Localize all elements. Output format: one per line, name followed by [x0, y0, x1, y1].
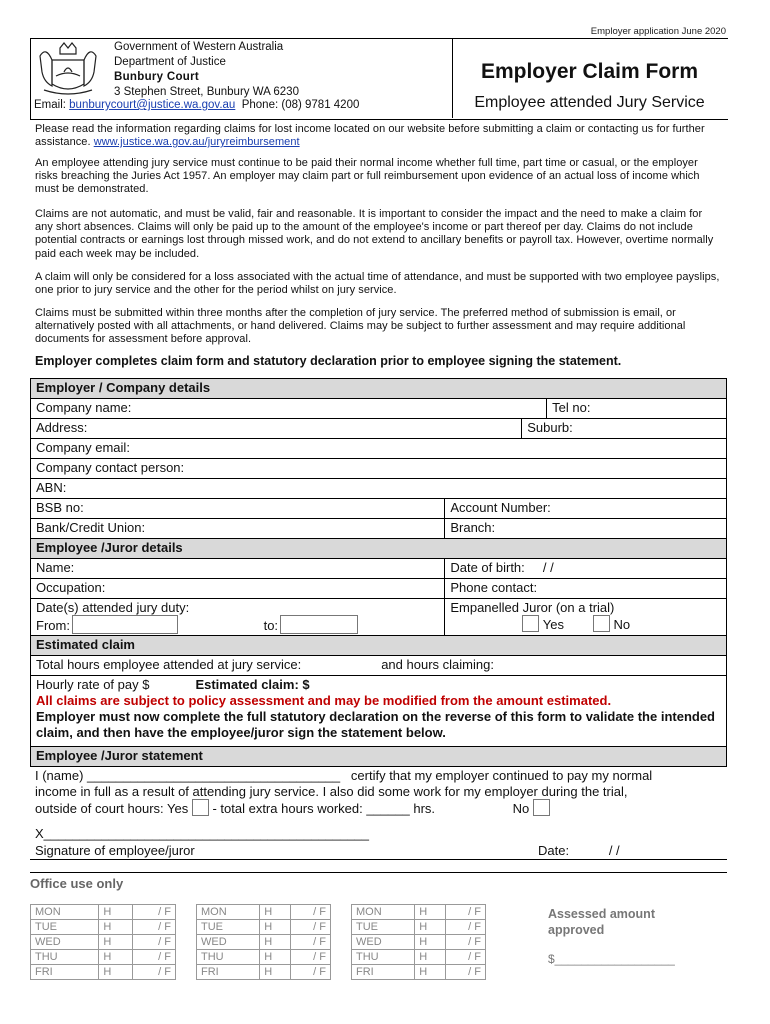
signature-label: Signature of employee/juror: [35, 843, 195, 858]
to-date-input[interactable]: [280, 615, 358, 634]
company-email-field[interactable]: Company email:: [31, 439, 727, 459]
form-subtitle: Employee attended Jury Service: [474, 94, 705, 111]
phone-contact-field[interactable]: Phone contact:: [445, 579, 727, 599]
table-row: FRI H / F: [31, 965, 176, 980]
statement-section-heading: Employee /Juror statement: [31, 747, 727, 767]
statement-name-line[interactable]: I (name) ___________________________________: [35, 768, 341, 783]
form-version-note: Employer application June 2020: [590, 26, 726, 37]
table-row: MON H / F: [31, 905, 176, 920]
office-day-table-3: [351, 904, 486, 980]
bsb-field[interactable]: BSB no:: [31, 499, 445, 519]
suburb-field[interactable]: Suburb:: [522, 419, 727, 439]
website-link[interactable]: www.justice.wa.gov.au/juryreimbursement: [93, 136, 300, 149]
bank-field[interactable]: Bank/Credit Union:: [31, 519, 445, 539]
table-row: FRI H / F: [197, 965, 331, 980]
department-line: Department of Justice: [114, 56, 226, 68]
statement-line-2: income in full as a result of attending jury service. I also did some work for my employer during the trial,: [35, 783, 628, 799]
table-row: WED H / F: [352, 935, 486, 950]
contact-person-field[interactable]: Company contact person:: [31, 459, 727, 479]
contact-line: [34, 99, 359, 111]
statement-date-field[interactable]: Date: / /: [538, 843, 620, 858]
intro-paragraph-4: A claim will only be considered for a loss associated with the actual time of attendance, and must be supported with two employee payslips, one prior to jury service and the other for the period whilst on jury service.: [35, 271, 720, 297]
extra-hours-field[interactable]: - total extra hours worked: ______ hrs.: [212, 801, 436, 816]
extra-work-yes-checkbox[interactable]: [192, 799, 209, 816]
intro-paragraph-1: [35, 123, 720, 149]
empanelled-yes-checkbox[interactable]: [522, 615, 539, 632]
empanelled-label: Empanelled Juror (on a trial): [450, 600, 615, 615]
table-row: THU H / F: [197, 950, 331, 965]
table-row: MON H / F: [197, 905, 331, 920]
statement-body: [35, 768, 725, 817]
company-name-field[interactable]: Company name:: [31, 399, 547, 419]
court-address: 3 Stephen Street, Bunbury WA 6230: [114, 86, 299, 98]
form-title: Employer Claim Form: [480, 60, 699, 83]
branch-field[interactable]: Branch:: [445, 519, 727, 539]
table-row: WED H / F: [31, 935, 176, 950]
from-date-input[interactable]: [72, 615, 178, 634]
department-block: [114, 40, 299, 100]
employer-section-heading: Employer / Company details: [31, 379, 727, 399]
table-row: THU H / F: [31, 950, 176, 965]
intro-paragraph-5: Claims must be submitted within three months after the completion of jury service. The preferred method of submission is email, or alternatively posted with all attachments, or hand delivered. Claims may be subject to further assessment and may require additional documents for assessment before approval.: [35, 307, 686, 346]
dob-field[interactable]: Date of birth: / /: [445, 559, 727, 579]
office-use-title: Office use only: [30, 876, 124, 891]
instruction-line: Employer completes claim form and statutory declaration prior to employee signing the statement.: [35, 354, 622, 368]
office-day-table-2: [196, 904, 331, 980]
yes-label: Yes: [542, 617, 564, 632]
account-number-field[interactable]: Account Number:: [445, 499, 727, 519]
jury-dates-cell: [31, 599, 445, 636]
empanelled-no-checkbox[interactable]: [593, 615, 610, 632]
tel-field[interactable]: Tel no:: [547, 399, 727, 419]
declaration-note: Employer must now complete the full statutory declaration on the reverse of this form to validate the intended claim, and then have the employee/juror sign the statement below.: [36, 709, 716, 740]
to-label: to:: [263, 618, 279, 633]
from-label: From:: [36, 618, 70, 633]
assessed-amount-field[interactable]: $__________________: [548, 952, 675, 966]
statement-certify-text: certify that my employer continued to pay my normal: [350, 768, 653, 783]
table-row: WED H / F: [197, 935, 331, 950]
table-row: TUE H / F: [31, 920, 176, 935]
employee-section-heading: Employee /Juror details: [31, 539, 727, 559]
gov-line: Government of Western Australia: [114, 41, 284, 53]
empanelled-cell: [445, 599, 727, 636]
intro-text: Please read the information regarding claims for lost income located on our website before submitting a claim or contacting us for further assistance.: [35, 123, 705, 149]
table-row: MON H / F: [352, 905, 486, 920]
email-label: Email:: [34, 99, 66, 111]
hourly-rate-label[interactable]: Hourly rate of pay $: [36, 677, 150, 692]
address-field[interactable]: Address:: [31, 419, 522, 439]
extra-work-no-checkbox[interactable]: [533, 799, 550, 816]
claim-estimate-cell: [31, 676, 727, 747]
estimated-claim-label[interactable]: Estimated claim: $: [195, 677, 310, 692]
office-day-table-1: [30, 904, 176, 980]
statement-bottom-rule: [30, 859, 727, 860]
policy-note: All claims are subject to policy assessment and may be modified from the amount estimated.: [36, 693, 612, 708]
signature-line[interactable]: X_____________________________________________: [35, 826, 370, 841]
assessed-amount-label: Assessed amount approved: [548, 907, 655, 937]
statement-no-label: No: [512, 801, 530, 816]
intro-paragraph-3: Claims are not automatic, and must be valid, fair and reasonable. It is important to consider the impact and the need to make a claim for any short absences. Claims will only be paid up to the amount of the employee's income or part thereof per day. Claims do not include potential contracts or earnings lost through missed work, and do not extend to ancillary benefits or payroll tax. However, overtime normally paid each week may be included.: [35, 208, 714, 260]
table-row: THU H / F: [352, 950, 486, 965]
table-row: TUE H / F: [352, 920, 486, 935]
court-phone: Phone: (08) 9781 4200: [241, 99, 360, 111]
wa-crest-icon: [34, 40, 102, 98]
abn-field[interactable]: ABN:: [31, 479, 727, 499]
employee-name-field[interactable]: Name:: [31, 559, 445, 579]
jury-dates-label: Date(s) attended jury duty:: [36, 600, 190, 615]
court-email-link[interactable]: bunburycourt@justice.wa.gov.au: [69, 99, 236, 111]
occupation-field[interactable]: Occupation:: [31, 579, 445, 599]
estimate-section-heading: Estimated claim: [31, 636, 727, 656]
no-label: No: [613, 617, 631, 632]
hours-field[interactable]: Total hours employee attended at jury service: and hours claiming:: [31, 656, 727, 676]
table-row: FRI H / F: [352, 965, 486, 980]
table-row: TUE H / F: [197, 920, 331, 935]
claim-form-table: [30, 378, 727, 767]
office-rule: [30, 872, 727, 873]
statement-yes-label: outside of court hours: Yes: [35, 801, 189, 816]
intro-paragraph-2: An employee attending jury service must continue to be paid their normal income whether full time, part time or casual, or the employer risks breaching the Juries Act 1957. An employer may claim part or full reimbursement upon evidence of an actual loss of income which must be demonstrated.: [35, 157, 700, 196]
court-name: Bunbury Court: [114, 71, 200, 83]
